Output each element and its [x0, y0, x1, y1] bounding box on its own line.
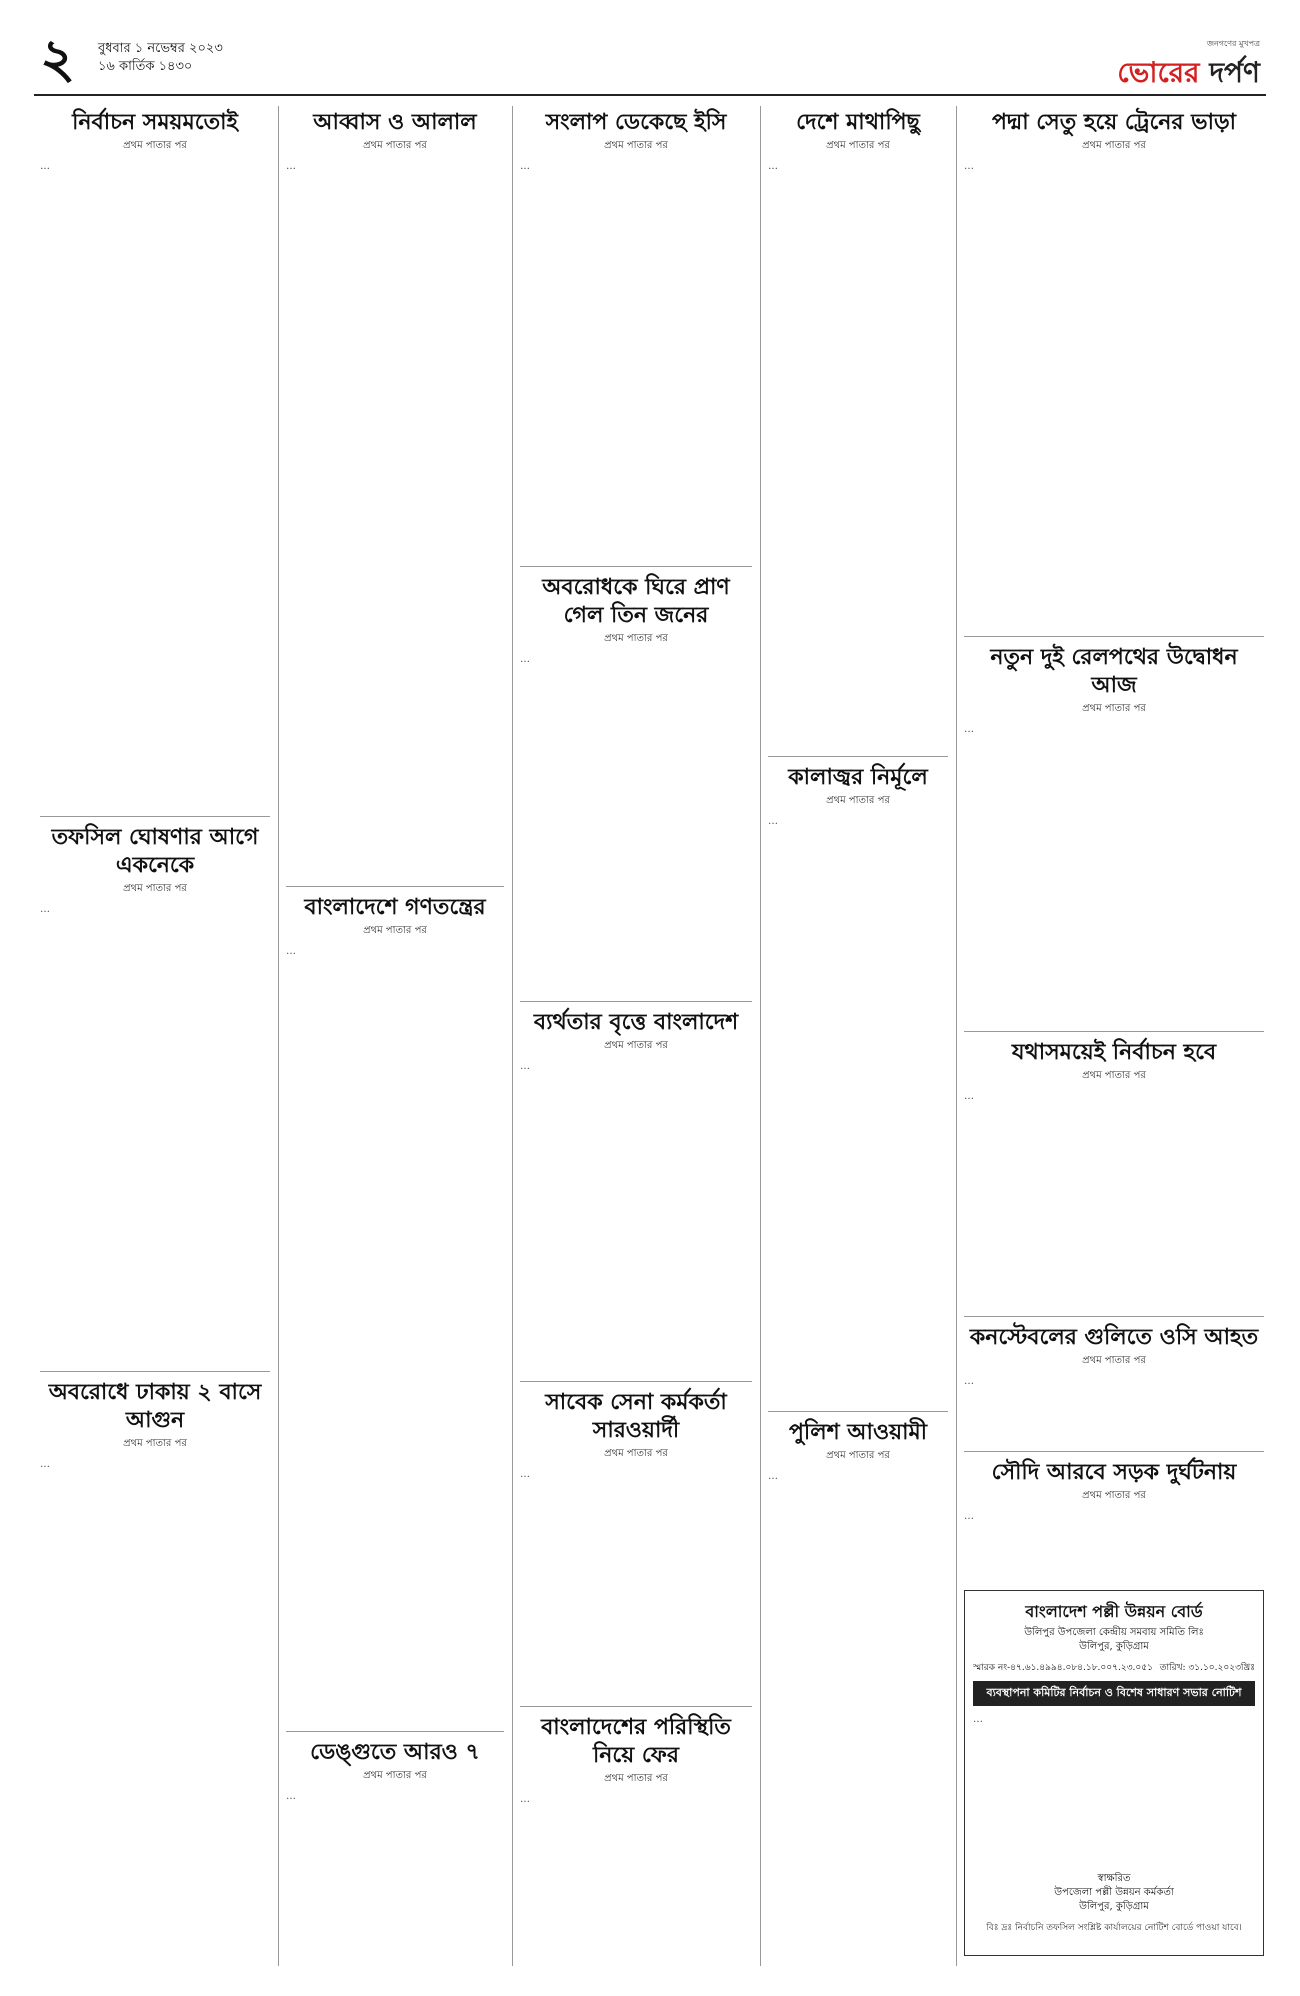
- article-body: …: [520, 1061, 531, 1072]
- article: [520, 1713, 752, 1966]
- column-4: [768, 106, 948, 1966]
- article: [964, 1323, 1264, 1443]
- newspaper-logo: [1117, 38, 1260, 98]
- column-rule: [278, 106, 279, 1966]
- article: [520, 1388, 752, 1698]
- date-bengali: ১৬ কার্তিক ১৪৩০: [98, 59, 193, 74]
- article-continued-label: প্রথম পাতার পর: [826, 795, 890, 806]
- article-headline: সাবেক সেনা কর্মকর্তা সারওয়ার্দী: [545, 1389, 727, 1443]
- date-block: [98, 40, 223, 76]
- article: [768, 763, 948, 1403]
- article-continued-label: প্রথম পাতার পর: [1082, 1490, 1146, 1501]
- article-body: …: [964, 1091, 975, 1102]
- divider: [40, 816, 270, 817]
- column-rule: [512, 106, 513, 1966]
- article: [520, 573, 752, 993]
- article-body: …: [520, 654, 531, 665]
- column-3: [520, 106, 752, 1966]
- divider: [964, 1316, 1264, 1317]
- logo-wordmark: [1117, 51, 1260, 98]
- notice-heading: ব্যবস্থাপনা কমিটির নির্বাচন ও বিশেষ সাধারণ সভার নোটিশ: [973, 1681, 1255, 1706]
- article: [964, 108, 1264, 628]
- article-body: …: [286, 946, 297, 957]
- page-number: ২: [40, 26, 76, 90]
- article-body: …: [286, 1791, 297, 1802]
- article-headline: অবরোধে ঢাকায় ২ বাসে আগুন: [48, 1379, 262, 1433]
- article-headline: কালাজ্বর নির্মূলে: [788, 764, 928, 790]
- article-headline: সংলাপ ডেকেছে ইসি: [545, 109, 727, 135]
- article-body: …: [40, 161, 51, 172]
- article-continued-label: প্রথম পাতার পর: [123, 140, 187, 151]
- logo-word-1: ভোরের: [1117, 56, 1200, 89]
- column-1: [40, 106, 270, 1966]
- article: [768, 108, 948, 748]
- article: [286, 108, 504, 878]
- article-headline: ব্যর্থতার বৃত্তে বাংলাদেশ: [533, 1009, 739, 1035]
- article-body: …: [40, 904, 51, 915]
- article-headline: বাংলাদেশে গণতন্ত্রের: [304, 894, 486, 920]
- article-continued-label: প্রথম পাতার পর: [1082, 140, 1146, 151]
- divider: [520, 1381, 752, 1382]
- divider: [520, 566, 752, 567]
- article-body: …: [520, 161, 531, 172]
- article-continued-label: প্রথম পাতার পর: [604, 140, 668, 151]
- notice-address-2: উলিপুর, কুড়িগ্রাম: [1079, 1641, 1149, 1652]
- article-continued-label: প্রথম পাতার পর: [604, 1448, 668, 1459]
- article: [286, 893, 504, 1723]
- divider: [286, 1731, 504, 1732]
- article-headline: তফসিল ঘোষণার আগে একনেকে: [51, 824, 259, 878]
- column-5: [964, 106, 1264, 1582]
- notice-signature-line-1: স্বাক্ষরিত: [1097, 1873, 1131, 1884]
- article-body: …: [520, 1794, 531, 1805]
- masthead: [34, 26, 1266, 96]
- notice-body: …: [973, 1714, 984, 1725]
- article-body: …: [286, 161, 297, 172]
- article-headline: নতুন দুই রেলপথের উদ্বোধন আজ: [990, 644, 1238, 698]
- divider: [768, 756, 948, 757]
- divider: [40, 1371, 270, 1372]
- article-body: …: [964, 161, 975, 172]
- date-gregorian: বুধবার ১ নভেম্বর ২০২৩: [98, 41, 223, 56]
- divider: [964, 636, 1264, 637]
- article: [520, 1008, 752, 1373]
- article-continued-label: প্রথম পাতার পর: [1082, 703, 1146, 714]
- divider: [520, 1001, 752, 1002]
- notice-footer: বিঃ দ্রঃ নির্বাচনি তফসিল সংশ্লিষ্ট কার্যালয়ের নোটিশ বোর্ডে পাওয়া যাবে।: [986, 1923, 1242, 1933]
- divider: [964, 1451, 1264, 1452]
- article-body: …: [964, 724, 975, 735]
- article: [964, 1458, 1264, 1582]
- article: [40, 108, 270, 808]
- notice-title: বাংলাদেশ পল্লী উন্নয়ন বোর্ড: [1025, 1602, 1203, 1621]
- notice-address-1: উলিপুর উপজেলা কেন্দ্রীয় সমবায় সমিতি লিঃ: [1024, 1627, 1204, 1638]
- divider: [286, 886, 504, 887]
- column-rule: [956, 106, 957, 1966]
- notice-signature-line-2: উপজেলা পল্লী উন্নয়ন কর্মকর্তা: [1054, 1887, 1174, 1898]
- article: [286, 1738, 504, 1966]
- article-continued-label: প্রথম পাতার পর: [604, 1040, 668, 1051]
- article-headline: আব্বাস ও আলাল: [313, 109, 477, 135]
- column-rule: [760, 106, 761, 1966]
- logo-word-2: দর্পণ: [1199, 56, 1260, 89]
- article-body: …: [768, 161, 779, 172]
- article-headline: অবরোধকে ঘিরে প্রাণ গেল তিন জনের: [542, 574, 730, 628]
- article: [40, 1378, 270, 1958]
- article-continued-label: প্রথম পাতার পর: [363, 1770, 427, 1781]
- article-continued-label: প্রথম পাতার পর: [604, 1773, 668, 1784]
- article: [964, 1038, 1264, 1308]
- article: [964, 643, 1264, 1023]
- article-continued-label: প্রথম পাতার পর: [363, 925, 427, 936]
- article-body: …: [40, 1459, 51, 1470]
- public-notice: [964, 1590, 1264, 1956]
- article-headline: কনস্টেবলের গুলিতে ওসি আহত: [969, 1324, 1259, 1350]
- article-body: …: [964, 1376, 975, 1387]
- article-headline: ডেঙ্গুতে আরও ৭: [310, 1739, 480, 1765]
- article-continued-label: প্রথম পাতার পর: [123, 1438, 187, 1449]
- article-headline: নির্বাচন সময়মতোই: [72, 109, 238, 135]
- article-continued-label: প্রথম পাতার পর: [1082, 1355, 1146, 1366]
- divider: [964, 1031, 1264, 1032]
- article-continued-label: প্রথম পাতার পর: [1082, 1070, 1146, 1081]
- article-continued-label: প্রথম পাতার পর: [826, 140, 890, 151]
- article: [768, 1418, 948, 1958]
- article-headline: সৌদি আরবে সড়ক দুর্ঘটনায়: [991, 1459, 1237, 1485]
- article: [520, 108, 752, 558]
- article-headline: বাংলাদেশের পরিস্থিতি নিয়ে ফের: [541, 1714, 731, 1768]
- notice-date: তারিখ: ৩১.১০.২০২৩খ্রিঃ: [1159, 1663, 1255, 1673]
- logo-tagline: জনগণের মুখপত্র: [1206, 39, 1260, 48]
- article-continued-label: প্রথম পাতার পর: [363, 140, 427, 151]
- article-body: …: [520, 1469, 531, 1480]
- article-body: …: [768, 816, 779, 827]
- article-continued-label: প্রথম পাতার পর: [604, 633, 668, 644]
- article-body: …: [768, 1471, 779, 1482]
- divider: [520, 1706, 752, 1707]
- article-continued-label: প্রথম পাতার পর: [123, 883, 187, 894]
- article-continued-label: প্রথম পাতার পর: [826, 1450, 890, 1461]
- article-headline: দেশে মাথাপিছু: [796, 109, 920, 135]
- divider: [768, 1411, 948, 1412]
- article-headline: পুলিশ আওয়ামী: [789, 1419, 927, 1445]
- article: [40, 823, 270, 1363]
- article-body: …: [964, 1511, 975, 1522]
- notice-reference-row: [973, 1660, 1255, 1675]
- notice-reference: স্মারক নং-৪৭.৬১.৪৯৯৪.০৮৪.১৮.০০৭.২৩.০৫১: [973, 1663, 1153, 1673]
- article-headline: পদ্মা সেতু হয়ে ট্রেনের ভাড়া: [991, 109, 1237, 135]
- article-headline: যথাসময়েই নির্বাচন হবে: [1011, 1039, 1217, 1065]
- notice-signature-line-3: উলিপুর, কুড়িগ্রাম: [1079, 1901, 1149, 1912]
- column-2: [286, 106, 504, 1966]
- notice-signature: [973, 1872, 1255, 1914]
